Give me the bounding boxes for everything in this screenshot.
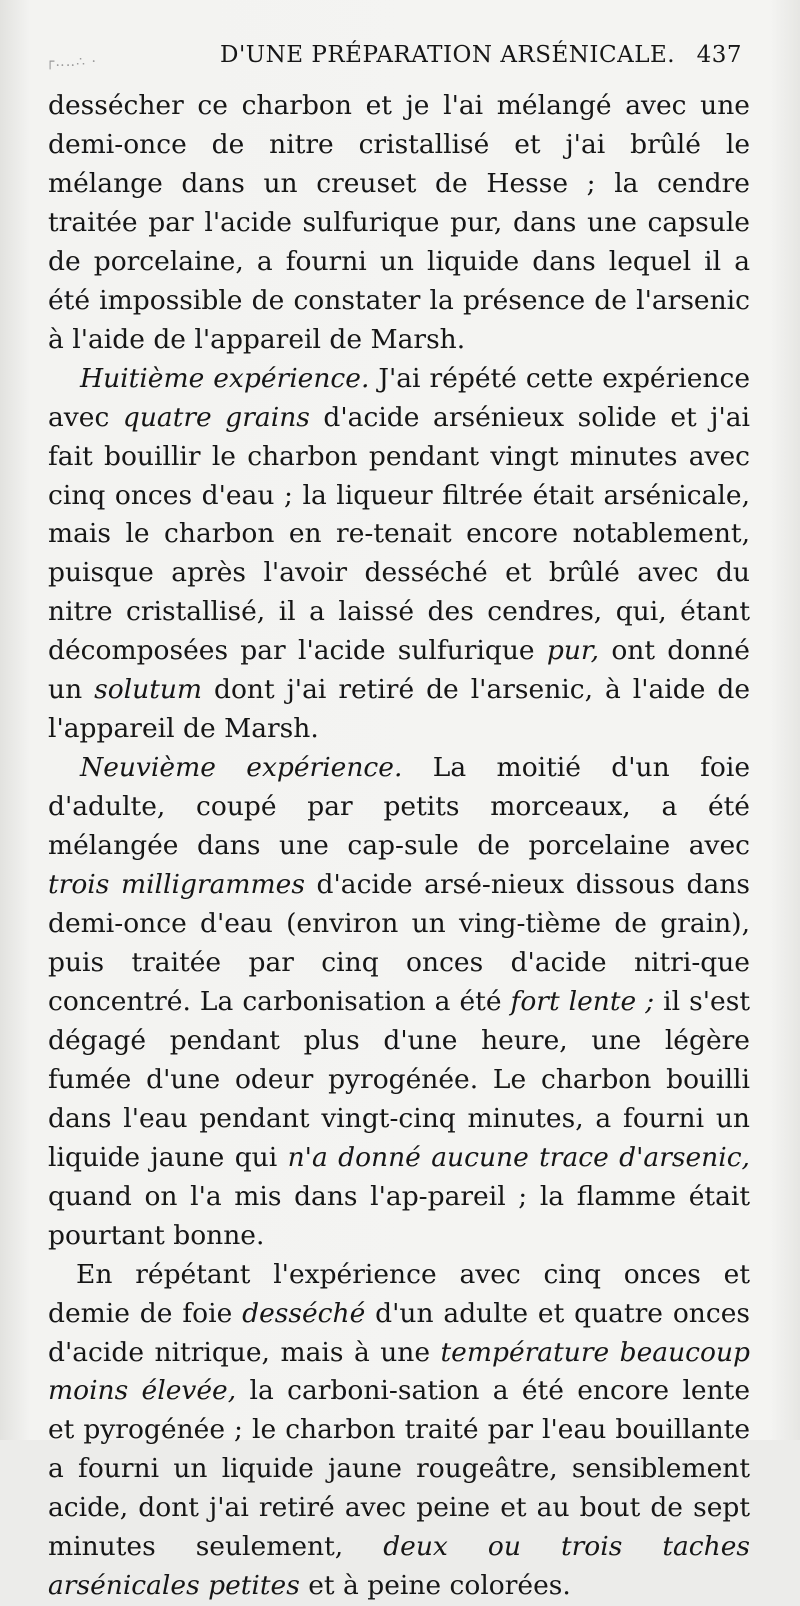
text-run: et à peine colorées. [299, 1570, 571, 1602]
italic-text: n'a donné aucune trace d'arsenic, [287, 1141, 750, 1173]
italic-text: Neuvième expérience. [80, 752, 403, 784]
text-run: d'acide arsénieux solide et j'ai fait bouillir le charbon pendant vingt minutes avec cinq onces d'eau ; la liqueur filtrée était arsénicale, mais le charbon en re-tenait encore notablement, puisque après l'avoir desséché et brûlé avec du nitre cristallisé, il a laissé des cendres, qui, étant décomposées par l'acide sulfurique [48, 401, 751, 667]
running-header [40, 42, 742, 78]
paragraph-huitieme-experience [48, 360, 750, 750]
italic-text: fort lente ; [510, 985, 655, 1017]
italic-text: pur, [546, 635, 600, 667]
italic-text: deux ou trois taches arsénicales petites [48, 1531, 751, 1602]
text-run: quand on l'a mis dans l'ap-pareil ; la flamme était pourtant bonne. [48, 1180, 750, 1251]
italic-text: trois milligrammes [48, 869, 305, 901]
text-run: ont donné un [48, 635, 750, 706]
italic-text: température beaucoup moins élevée, [48, 1336, 750, 1407]
paragraph-continuation [48, 87, 750, 360]
header-ornament: ┌‥‥∴ · [46, 54, 97, 70]
italic-text: quatre grains [122, 401, 310, 433]
text-run: J'ai répété cette expérience avec [48, 362, 751, 433]
italic-text: solutum [94, 674, 203, 706]
running-title: D'UNE PRÉPARATION ARSÉNICALE. [220, 42, 676, 68]
paragraph-en-repetant [48, 1256, 750, 1606]
text-run: d'acide arsé-nieux dissous dans demi-once d'eau (environ un ving-tième de grain), puis traitée par cinq onces d'acide nitri-que concentré. La carbonisation a été [48, 869, 750, 1017]
italic-text: desséché [242, 1297, 366, 1329]
page-number: 437 [696, 42, 742, 68]
text-run: la carboni-sation a été encore lente et pyrogénée ; le charbon traité par l'eau bouillante a fourni un liquide jaune rougeâtre, sensiblement acide, dont j'ai retiré avec peine et au bout de sept minutes seulement, [48, 1375, 750, 1563]
paragraph-neuvieme-experience [48, 749, 750, 1255]
text-run: d'un adulte et quatre onces d'acide nitrique, mais à une [48, 1297, 750, 1368]
body-text [48, 87, 750, 1606]
text-run: il s'est dégagé pendant plus d'une heure, une légère fumée d'une odeur pyrogénée. Le charbon bouilli dans l'eau pendant vingt-cinq minutes, a fourni un liquide jaune qui [48, 985, 750, 1173]
italic-text: Huitième expérience. [80, 362, 370, 394]
text-run: En répétant l'expérience avec cinq onces et demie de foie [48, 1258, 750, 1329]
text-run: dessécher ce charbon et je l'ai mélangé avec une demi-once de nitre cristallisé et j'ai brûlé le mélange dans un creuset de Hesse ; la cendre traitée par l'acide sulfurique pur, dans une capsule de porcelaine, a fourni un liquide dans lequel il a été impossible de constater la présence de l'arsenic à l'aide de l'appareil de Marsh. [48, 90, 750, 355]
text-run: dont j'ai retiré de l'arsenic, à l'aide de l'appareil de Marsh. [48, 674, 750, 745]
text-run: La moitié d'un foie d'adulte, coupé par petits morceaux, a été mélangée dans une cap-sule de porcelaine avec [48, 752, 751, 862]
